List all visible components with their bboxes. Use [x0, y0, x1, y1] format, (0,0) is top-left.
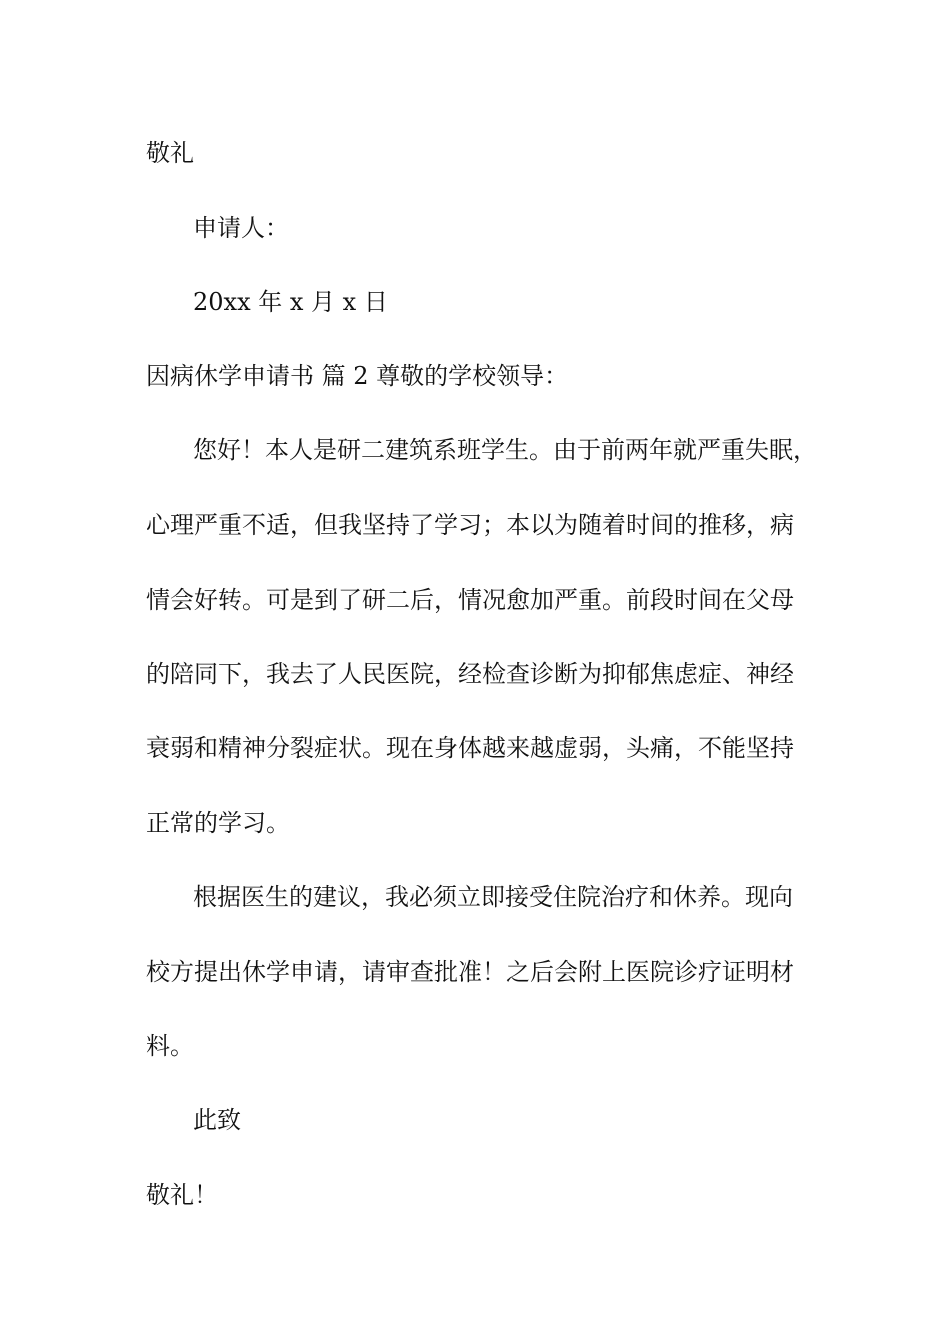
closing-salute: 敬礼！ — [146, 1181, 218, 1209]
body-paragraph-1-line-4: 的陪同下，我去了人民医院，经检查诊断为抑郁焦虑症、神经 — [146, 660, 794, 688]
body-paragraph-1-line-2: 心理严重不适，但我坚持了学习；本以为随着时间的推移，病 — [146, 511, 794, 539]
body-paragraph-2-line-2: 校方提出休学申请，请审查批准！之后会附上医院诊疗证明材 — [146, 958, 794, 986]
body-paragraph-2-line-1: 根据医生的建议，我必须立即接受住院治疗和休养。现向 — [193, 883, 793, 911]
closing-salute-top: 敬礼 — [146, 139, 194, 167]
body-paragraph-1-line-6: 正常的学习。 — [146, 809, 290, 837]
applicant-label: 申请人： — [193, 214, 289, 242]
body-paragraph-1-line-1: 您好！本人是研二建筑系班学生。由于前两年就严重失眠， — [193, 436, 817, 464]
closing-phrase: 此致 — [193, 1106, 241, 1134]
date-line: 20xx 年 x 月 x 日 — [193, 288, 388, 316]
body-paragraph-1-line-3: 情会好转。可是到了研二后，情况愈加严重。前段时间在父母 — [146, 586, 794, 614]
section-heading-line: 因病休学申请书 篇 2 尊敬的学校领导： — [146, 362, 569, 390]
body-paragraph-2-line-3: 料。 — [146, 1032, 194, 1060]
body-paragraph-1-line-5: 衰弱和精神分裂症状。现在身体越来越虚弱，头痛，不能坚持 — [146, 734, 794, 762]
